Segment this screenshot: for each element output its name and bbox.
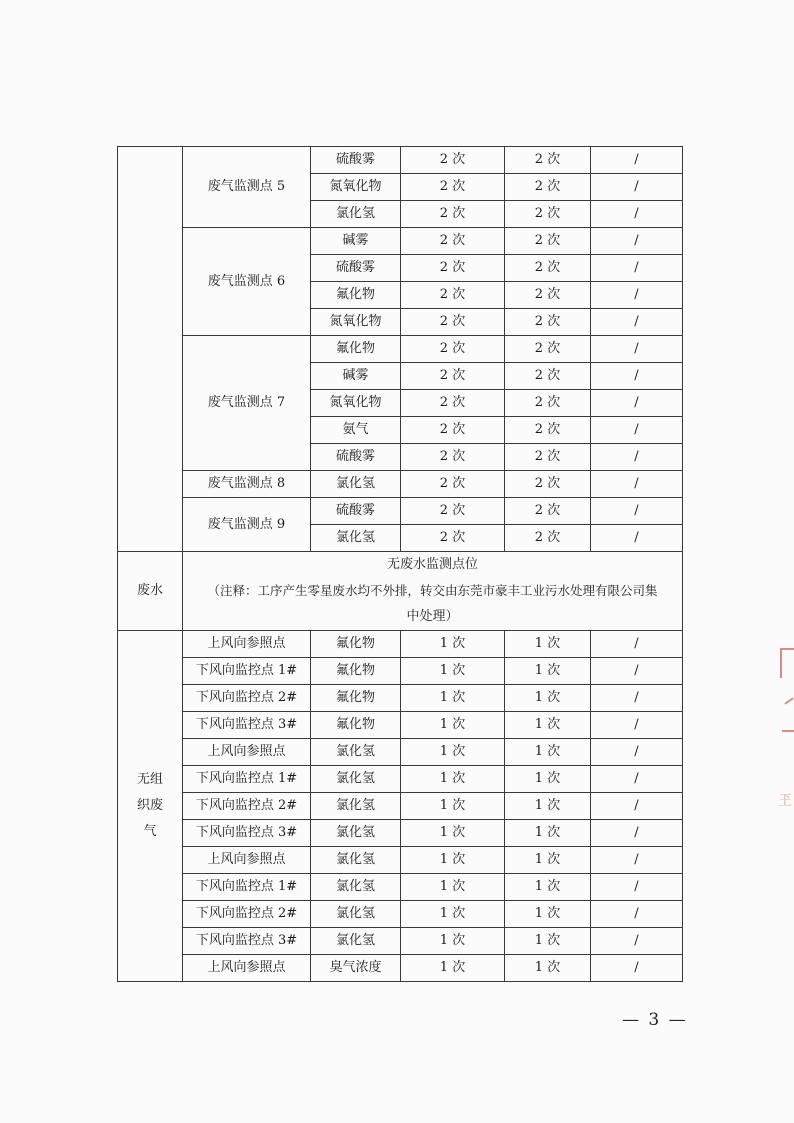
frequency-a: 2 次 bbox=[401, 471, 505, 498]
table-row bbox=[118, 147, 683, 174]
frequency-a: 2 次 bbox=[401, 525, 505, 552]
monitoring-point: 下风向监控点 3# bbox=[183, 820, 311, 847]
frequency-a: 1 次 bbox=[401, 901, 505, 928]
remark: / bbox=[591, 685, 683, 712]
remark: / bbox=[591, 739, 683, 766]
table-row bbox=[118, 928, 683, 955]
pollutant: 氟化物 bbox=[311, 712, 401, 739]
frequency-b: 2 次 bbox=[505, 309, 591, 336]
frequency-a: 1 次 bbox=[401, 955, 505, 982]
table-row bbox=[118, 847, 683, 874]
frequency-b: 1 次 bbox=[505, 793, 591, 820]
frequency-a: 1 次 bbox=[401, 712, 505, 739]
table-row bbox=[118, 685, 683, 712]
frequency-a: 1 次 bbox=[401, 739, 505, 766]
table-row bbox=[118, 874, 683, 901]
monitoring-point: 下风向监控点 2# bbox=[183, 901, 311, 928]
monitoring-point: 废气监测点 9 bbox=[183, 498, 311, 552]
frequency-b: 2 次 bbox=[505, 525, 591, 552]
monitoring-point: 废气监测点 8 bbox=[183, 471, 311, 498]
page-number: — 3 — bbox=[622, 1010, 688, 1030]
remark: / bbox=[591, 847, 683, 874]
remark: / bbox=[591, 658, 683, 685]
remark: / bbox=[591, 444, 683, 471]
table-row bbox=[118, 820, 683, 847]
remark: / bbox=[591, 712, 683, 739]
pollutant: 氯化氢 bbox=[311, 739, 401, 766]
frequency-a: 1 次 bbox=[401, 847, 505, 874]
frequency-a: 1 次 bbox=[401, 658, 505, 685]
table-row bbox=[118, 712, 683, 739]
frequency-b: 2 次 bbox=[505, 282, 591, 309]
wastewater-row bbox=[118, 552, 683, 631]
table-row bbox=[118, 631, 683, 658]
frequency-a: 2 次 bbox=[401, 309, 505, 336]
remark: / bbox=[591, 498, 683, 525]
frequency-b: 1 次 bbox=[505, 766, 591, 793]
frequency-b: 1 次 bbox=[505, 820, 591, 847]
monitoring-table bbox=[117, 146, 683, 982]
remark: / bbox=[591, 363, 683, 390]
frequency-b: 2 次 bbox=[505, 498, 591, 525]
pollutant: 氯化氢 bbox=[311, 793, 401, 820]
remark: / bbox=[591, 631, 683, 658]
frequency-a: 2 次 bbox=[401, 201, 505, 228]
pollutant: 碱雾 bbox=[311, 363, 401, 390]
frequency-b: 2 次 bbox=[505, 228, 591, 255]
wastewater-note-line: （注释：工序产生零星废水均不外排，转交由东莞市豪丰工业污水处理有限公司集 bbox=[207, 583, 658, 598]
monitoring-point: 废气监测点 7 bbox=[183, 336, 311, 471]
frequency-a: 2 次 bbox=[401, 417, 505, 444]
table-row bbox=[118, 658, 683, 685]
frequency-b: 1 次 bbox=[505, 955, 591, 982]
remark: / bbox=[591, 901, 683, 928]
category-fugitive-gas bbox=[118, 631, 183, 982]
frequency-b: 1 次 bbox=[505, 901, 591, 928]
remark: / bbox=[591, 255, 683, 282]
frequency-a: 1 次 bbox=[401, 766, 505, 793]
pollutant: 氟化物 bbox=[311, 631, 401, 658]
remark: / bbox=[591, 766, 683, 793]
frequency-b: 2 次 bbox=[505, 444, 591, 471]
remark: / bbox=[591, 525, 683, 552]
frequency-b: 2 次 bbox=[505, 417, 591, 444]
remark: / bbox=[591, 928, 683, 955]
pollutant: 碱雾 bbox=[311, 228, 401, 255]
remark: / bbox=[591, 390, 683, 417]
frequency-b: 2 次 bbox=[505, 471, 591, 498]
pollutant: 硫酸雾 bbox=[311, 255, 401, 282]
monitoring-point: 上风向参照点 bbox=[183, 739, 311, 766]
remark: / bbox=[591, 793, 683, 820]
category-wastewater: 废水 bbox=[118, 552, 183, 631]
pollutant: 氯化氢 bbox=[311, 471, 401, 498]
category-cell-blank bbox=[118, 147, 183, 552]
frequency-b: 1 次 bbox=[505, 847, 591, 874]
frequency-a: 2 次 bbox=[401, 498, 505, 525]
remark: / bbox=[591, 201, 683, 228]
monitoring-point: 上风向参照点 bbox=[183, 631, 311, 658]
frequency-a: 1 次 bbox=[401, 631, 505, 658]
frequency-b: 2 次 bbox=[505, 363, 591, 390]
frequency-a: 2 次 bbox=[401, 174, 505, 201]
monitoring-point: 下风向监控点 2# bbox=[183, 793, 311, 820]
pollutant: 硫酸雾 bbox=[311, 444, 401, 471]
frequency-b: 1 次 bbox=[505, 874, 591, 901]
frequency-a: 2 次 bbox=[401, 390, 505, 417]
frequency-a: 2 次 bbox=[401, 228, 505, 255]
wastewater-note-line: 中处理） bbox=[406, 609, 459, 624]
remark: / bbox=[591, 820, 683, 847]
table-row bbox=[118, 955, 683, 982]
monitoring-point: 废气监测点 5 bbox=[183, 147, 311, 228]
table-row bbox=[118, 739, 683, 766]
frequency-b: 2 次 bbox=[505, 147, 591, 174]
frequency-a: 1 次 bbox=[401, 793, 505, 820]
pollutant: 氯化氢 bbox=[311, 928, 401, 955]
table-row bbox=[118, 766, 683, 793]
frequency-a: 1 次 bbox=[401, 874, 505, 901]
remark: / bbox=[591, 309, 683, 336]
frequency-a: 2 次 bbox=[401, 282, 505, 309]
table-row bbox=[118, 901, 683, 928]
pollutant: 氯化氢 bbox=[311, 874, 401, 901]
pollutant: 氟化物 bbox=[311, 685, 401, 712]
frequency-a: 2 次 bbox=[401, 363, 505, 390]
table-row bbox=[118, 471, 683, 498]
frequency-a: 2 次 bbox=[401, 147, 505, 174]
remark: / bbox=[591, 471, 683, 498]
pollutant: 氟化物 bbox=[311, 282, 401, 309]
frequency-a: 2 次 bbox=[401, 444, 505, 471]
frequency-b: 2 次 bbox=[505, 390, 591, 417]
table-row bbox=[118, 228, 683, 255]
monitoring-point: 废气监测点 6 bbox=[183, 228, 311, 336]
frequency-b: 1 次 bbox=[505, 712, 591, 739]
wastewater-note bbox=[183, 552, 683, 631]
frequency-a: 2 次 bbox=[401, 336, 505, 363]
table-row bbox=[118, 498, 683, 525]
pollutant: 氯化氢 bbox=[311, 201, 401, 228]
pollutant: 硫酸雾 bbox=[311, 147, 401, 174]
monitoring-point: 上风向参照点 bbox=[183, 955, 311, 982]
pollutant: 氯化氢 bbox=[311, 525, 401, 552]
monitoring-point: 下风向监控点 1# bbox=[183, 658, 311, 685]
frequency-b: 1 次 bbox=[505, 658, 591, 685]
frequency-a: 1 次 bbox=[401, 685, 505, 712]
category-fugitive-gas-label: 无组织废气 bbox=[136, 772, 163, 839]
frequency-b: 1 次 bbox=[505, 631, 591, 658]
frequency-b: 2 次 bbox=[505, 174, 591, 201]
remark: / bbox=[591, 417, 683, 444]
pollutant: 氯化氢 bbox=[311, 820, 401, 847]
monitoring-point: 下风向监控点 1# bbox=[183, 874, 311, 901]
pollutant: 氟化物 bbox=[311, 336, 401, 363]
monitoring-point: 下风向监控点 1# bbox=[183, 766, 311, 793]
seal-fragment-text: 玊 bbox=[778, 793, 792, 809]
remark: / bbox=[591, 336, 683, 363]
frequency-a: 1 次 bbox=[401, 820, 505, 847]
pollutant: 氮氧化物 bbox=[311, 390, 401, 417]
frequency-a: 2 次 bbox=[401, 255, 505, 282]
pollutant: 氯化氢 bbox=[311, 847, 401, 874]
pollutant: 氨气 bbox=[311, 417, 401, 444]
monitoring-point: 下风向监控点 2# bbox=[183, 685, 311, 712]
frequency-b: 1 次 bbox=[505, 685, 591, 712]
wastewater-note-line: 无废水监测点位 bbox=[386, 557, 478, 572]
pollutant: 氯化氢 bbox=[311, 766, 401, 793]
remark: / bbox=[591, 955, 683, 982]
frequency-b: 1 次 bbox=[505, 928, 591, 955]
monitoring-point: 下风向监控点 3# bbox=[183, 928, 311, 955]
remark: / bbox=[591, 282, 683, 309]
remark: / bbox=[591, 874, 683, 901]
pollutant: 氯化氢 bbox=[311, 901, 401, 928]
remark: / bbox=[591, 228, 683, 255]
frequency-a: 1 次 bbox=[401, 928, 505, 955]
pollutant: 氟化物 bbox=[311, 658, 401, 685]
table-row bbox=[118, 793, 683, 820]
pollutant: 氮氧化物 bbox=[311, 174, 401, 201]
pollutant: 氮氧化物 bbox=[311, 309, 401, 336]
frequency-b: 2 次 bbox=[505, 201, 591, 228]
pollutant: 硫酸雾 bbox=[311, 498, 401, 525]
remark: / bbox=[591, 147, 683, 174]
table-row bbox=[118, 336, 683, 363]
pollutant: 臭气浓度 bbox=[311, 955, 401, 982]
monitoring-point: 上风向参照点 bbox=[183, 847, 311, 874]
monitoring-point: 下风向监控点 3# bbox=[183, 712, 311, 739]
frequency-b: 2 次 bbox=[505, 336, 591, 363]
frequency-b: 2 次 bbox=[505, 255, 591, 282]
remark: / bbox=[591, 174, 683, 201]
frequency-b: 1 次 bbox=[505, 739, 591, 766]
